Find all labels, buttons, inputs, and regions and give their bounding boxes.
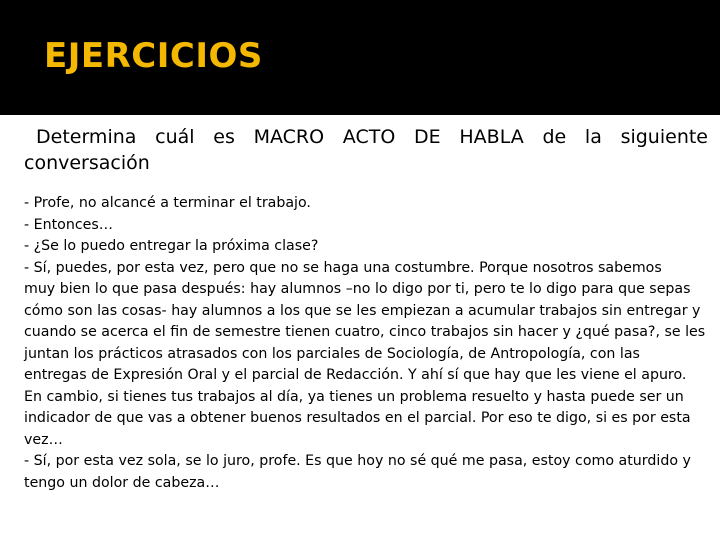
conversation-line: muy bien lo que pasa después: hay alumnos –no lo digo por ti, pero te lo digo para que sepas	[24, 281, 691, 297]
conversation-line: tengo un dolor de cabeza…	[24, 474, 220, 491]
conversation-line: entregas de Expresión Oral y el parcial de Redacción. Y ahí sí que hay que les viene el apuro.	[24, 367, 687, 383]
exercise-question: Determina cuál es MACRO ACTO DE HABLA de la siguiente conversación	[24, 126, 708, 174]
slide-title: EJERCICIOS	[44, 36, 263, 76]
title-divider	[0, 112, 720, 115]
conversation-line: - ¿Se lo puedo entregar la próxima clase?	[24, 238, 319, 254]
conversation-line: - Sí, puedes, por esta vez, pero que no se haga una costumbre. Porque nosotros sabemos	[24, 259, 662, 276]
conversation-line: cuando se acerca el fin de semestre tienen cuatro, cinco trabajos sin hacer y ¿qué pasa?, se les	[24, 324, 706, 340]
conversation-line: - Sí, por esta vez sola, se lo juro, profe. Es que hoy no sé qué me pasa, estoy como aturdido y	[24, 453, 691, 469]
conversation-line: vez…	[24, 431, 63, 448]
conversation-line: indicador de que vas a obtener buenos resultados en el parcial. Por eso te digo, si es por esta	[24, 410, 691, 426]
conversation-line: juntan los prácticos atrasados con los parciales de Sociología, de Antropología, con las	[24, 345, 640, 362]
slide-content	[24, 124, 708, 494]
conversation-line: - Entonces…	[24, 216, 113, 233]
conversation-text	[24, 193, 708, 494]
conversation-line: En cambio, si tienes tus trabajos al día, ya tienes un problema resuelto y hasta puede ser un	[24, 388, 684, 405]
conversation-line: - Profe, no alcancé a terminar el trabajo.	[24, 195, 311, 211]
conversation-line: cómo son las cosas- hay alumnos a los que se les empiezan a acumular trabajos sin entregar y	[24, 302, 701, 319]
title-bar	[0, 0, 720, 112]
